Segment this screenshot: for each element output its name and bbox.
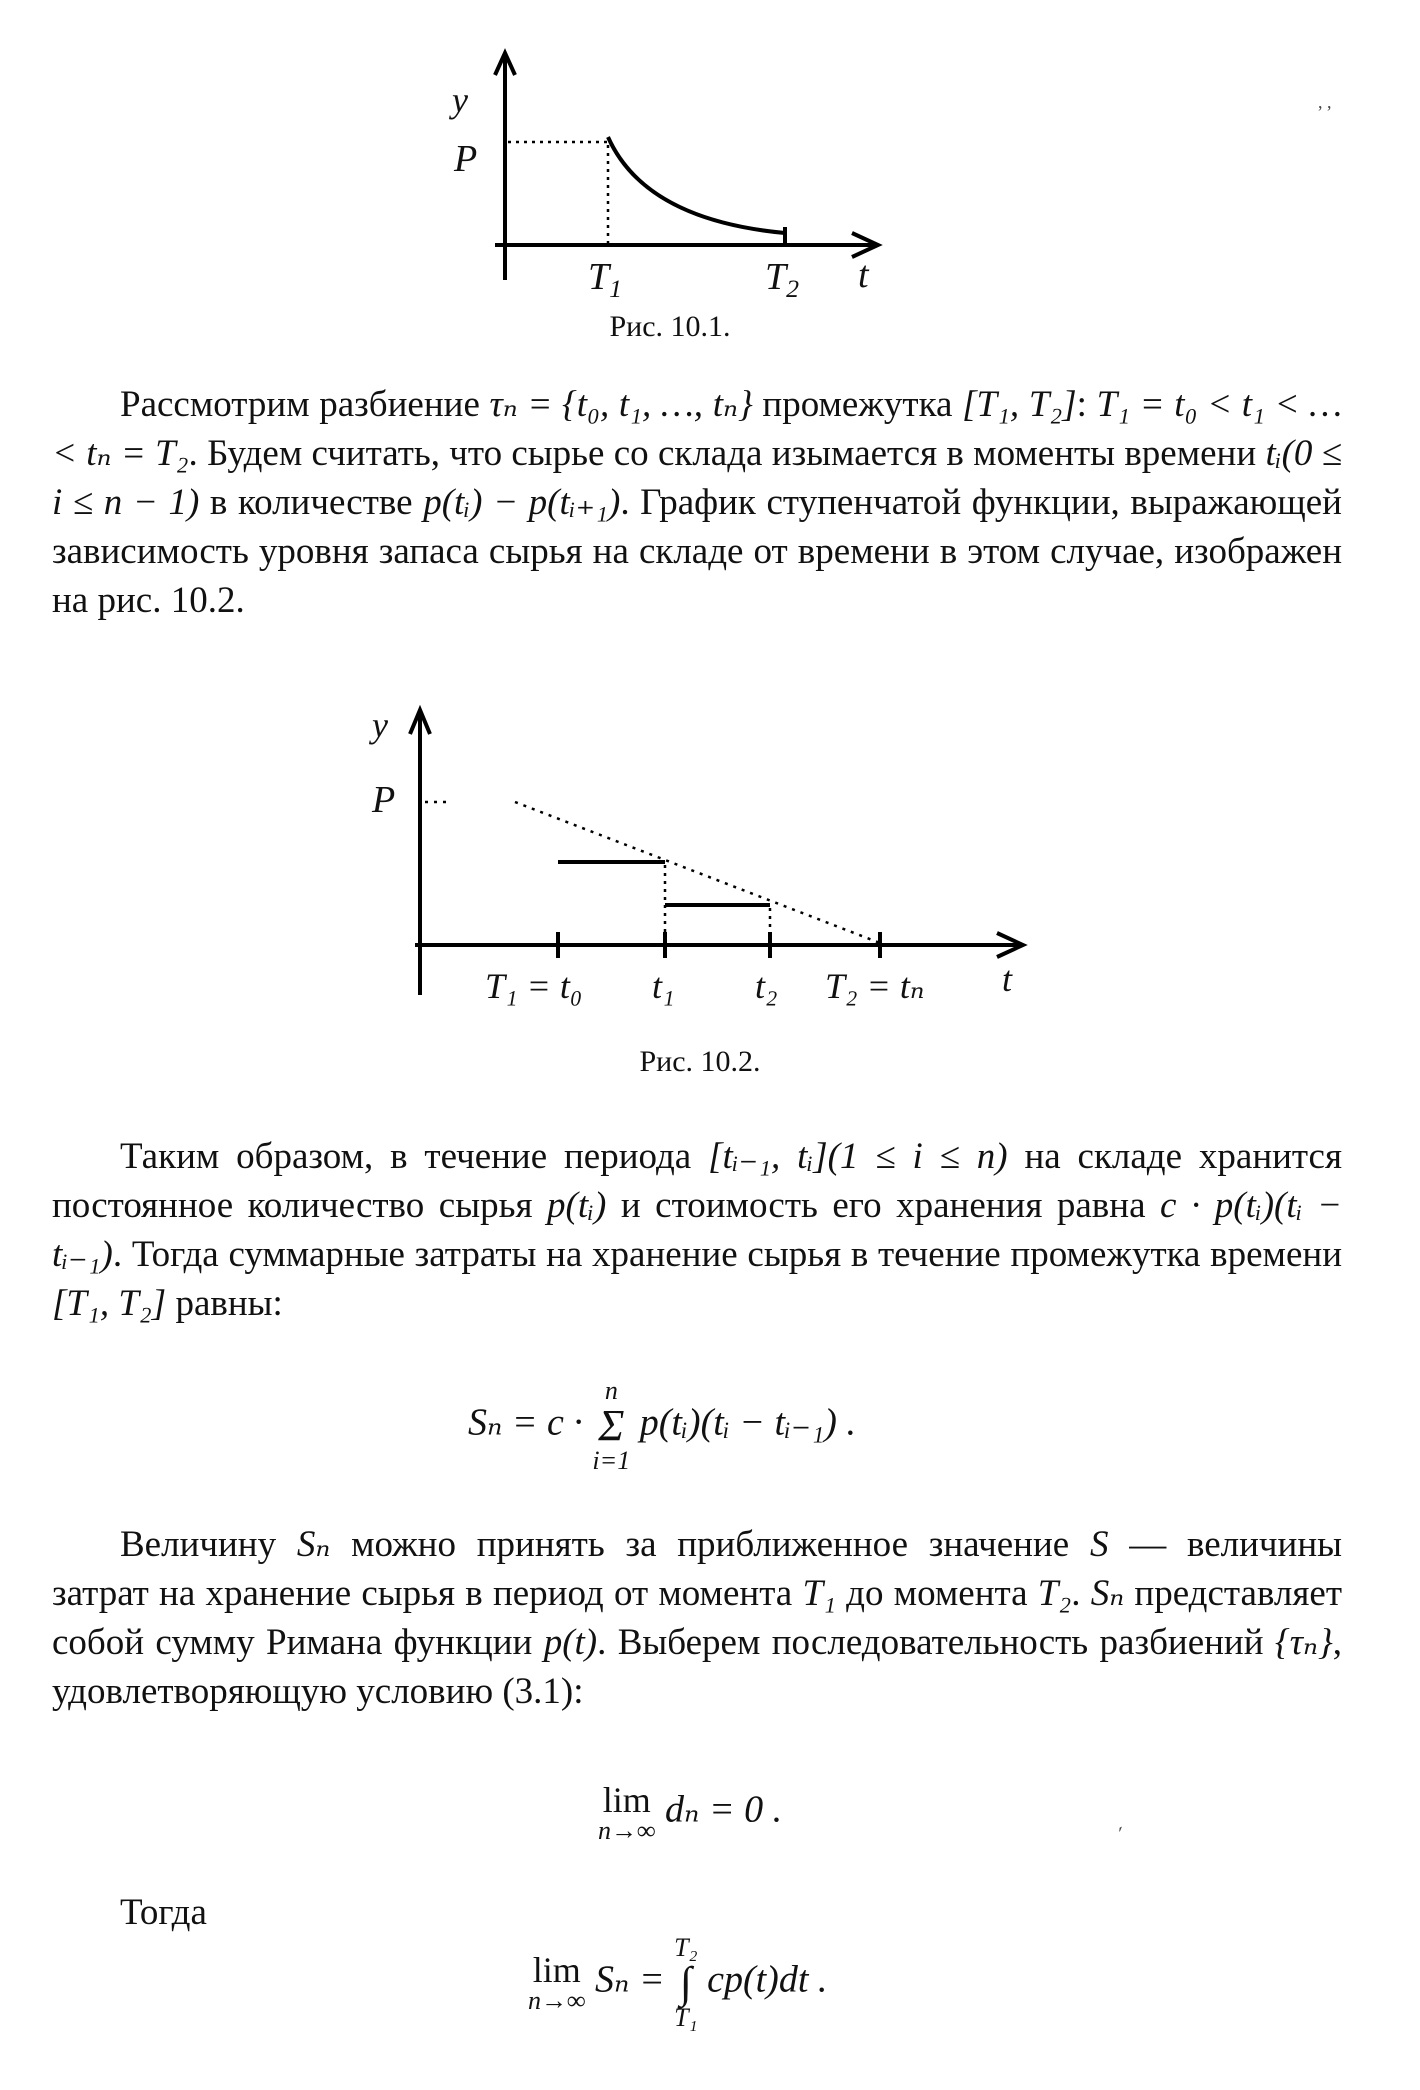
text: . Выберем последовательность разбиений xyxy=(597,1622,1275,1663)
formula-lhs: Sₙ = c · xyxy=(468,1401,583,1444)
math-amount: p(tᵢ) xyxy=(547,1185,607,1226)
paragraph-riemann xyxy=(52,1520,1342,1716)
math-period: [tᵢ₋₁, tᵢ](1 ≤ i ≤ n) xyxy=(708,1136,1008,1177)
math-tau: {τₙ} xyxy=(1274,1622,1333,1663)
tick-label-t1: t₁ xyxy=(652,966,675,1006)
math-sn: Sₙ xyxy=(296,1524,331,1565)
math-amount: p(tᵢ) − p(tᵢ₊₁) xyxy=(423,482,621,523)
lim-under: n→∞ xyxy=(528,1986,586,2015)
sum-operator xyxy=(592,1378,630,1474)
math-s: S xyxy=(1089,1524,1109,1565)
p-label: P xyxy=(454,138,478,180)
integral-lower: T₁ xyxy=(674,2003,698,2032)
math-interval: [T₁, T₂] xyxy=(52,1283,167,1324)
lim-word: lim xyxy=(602,1780,651,1820)
integral-symbol: ∫ xyxy=(679,1958,692,2007)
text: и стоимость его хранения равна xyxy=(606,1185,1161,1226)
text: на складе хранится постоянное количество сырья xyxy=(52,1136,1342,1226)
stock-curve xyxy=(608,137,785,233)
sum-upper: n xyxy=(604,1376,618,1405)
text: можно принять за приближенное значение xyxy=(330,1524,1090,1565)
text: : xyxy=(1076,384,1097,425)
math-partition: τₙ = {t₀, t₁, …, tₙ} xyxy=(489,384,753,425)
math-moment: tᵢ(0 ≤ i ≤ n − 1) xyxy=(52,433,1343,523)
stray-mark: ´ xyxy=(1113,1821,1133,1848)
formula-rhs: p(tᵢ)(tᵢ − tᵢ₋₁) . xyxy=(639,1401,856,1444)
t2-label: $T_2$ xyxy=(765,256,800,303)
formula-limit-integral xyxy=(528,1935,827,2031)
text: представляет собой сумму Римана функции xyxy=(52,1573,1343,1663)
figure-10-1-plot xyxy=(440,45,900,315)
t1-label: $T_1$ xyxy=(588,256,623,303)
integral-operator xyxy=(674,1935,698,2031)
math-t1: T₁ xyxy=(802,1573,836,1614)
math-interval: [T₁, T₂] xyxy=(962,384,1077,425)
math-cost: c · p(tᵢ)(tᵢ − tᵢ₋₁) xyxy=(52,1185,1342,1275)
figure-10-1 xyxy=(440,45,900,315)
text: . xyxy=(1071,1573,1091,1614)
math-t2: T₂ xyxy=(1037,1573,1072,1614)
text: , удовлетворяющую условию (3.1): xyxy=(52,1622,1342,1712)
t-axis-label: t xyxy=(1002,959,1013,999)
limit-operator xyxy=(598,1782,656,1844)
tick-label-t0: T₁ = t₀ xyxy=(485,966,583,1006)
paragraph-partition xyxy=(52,380,1342,625)
text: — величины затрат на хранение сырья в период от момента xyxy=(52,1524,1342,1614)
formula-riemann-sum xyxy=(468,1378,856,1474)
formula-rhs: cp(t)dt . xyxy=(707,1958,828,2001)
text: Величину xyxy=(120,1524,297,1565)
sigma-symbol: Σ xyxy=(598,1401,625,1450)
tick-label-t2: t₂ xyxy=(755,966,778,1006)
p-label: P xyxy=(372,779,396,821)
paragraph-then: Тогда xyxy=(120,1892,207,1933)
integral-upper: T₂ xyxy=(674,1933,698,1962)
paragraph-storage-cost xyxy=(52,1132,1342,1328)
math-chain: T₁ = t₀ < t₁ < … < tₙ = T₂ xyxy=(52,384,1343,474)
lim-word: lim xyxy=(532,1950,581,1990)
y-label: y xyxy=(452,80,468,120)
text: промежутка xyxy=(752,384,963,425)
sum-lower: i=1 xyxy=(592,1446,631,1475)
trend-line xyxy=(515,802,880,943)
t-axis-label: t xyxy=(858,254,869,296)
text: в количестве xyxy=(199,482,424,523)
text: до момента xyxy=(835,1573,1038,1614)
text: . Тогда суммарные затраты на хранение сырья в течение промежутка времени xyxy=(112,1234,1342,1275)
tick-label-tn: T₂ = tₙ xyxy=(825,966,925,1006)
y-label: y xyxy=(372,705,388,745)
formula-rhs: dₙ = 0 . xyxy=(665,1788,783,1831)
text: . Будем считать, что сырье со склада изымается в моменты времени xyxy=(188,433,1266,474)
margin-mark: , , xyxy=(1318,92,1332,112)
text: Рассмотрим разбиение xyxy=(120,384,490,425)
limit-operator xyxy=(528,1952,586,2014)
math-sn: Sₙ xyxy=(1090,1573,1125,1614)
lim-under: n→∞ xyxy=(598,1816,656,1845)
text: Таким образом, в течение периода xyxy=(120,1136,709,1177)
figure-10-2 xyxy=(360,700,1060,1030)
formula-limit-dn xyxy=(598,1782,782,1844)
text: равны: xyxy=(166,1283,283,1324)
formula-lhs: Sₙ = xyxy=(595,1958,665,2001)
text: . График ступенчатой функции, выражающей зависимость уровня запаса сырья на складе от времени в этом случае, изображен на рис. 10.2. xyxy=(52,482,1342,621)
figure-10-2-plot xyxy=(360,700,1060,1030)
figure-10-2-caption: Рис. 10.2. xyxy=(639,1045,761,1078)
math-pt: p(t) xyxy=(543,1622,598,1663)
figure-10-1-caption: Рис. 10.1. xyxy=(609,310,731,343)
